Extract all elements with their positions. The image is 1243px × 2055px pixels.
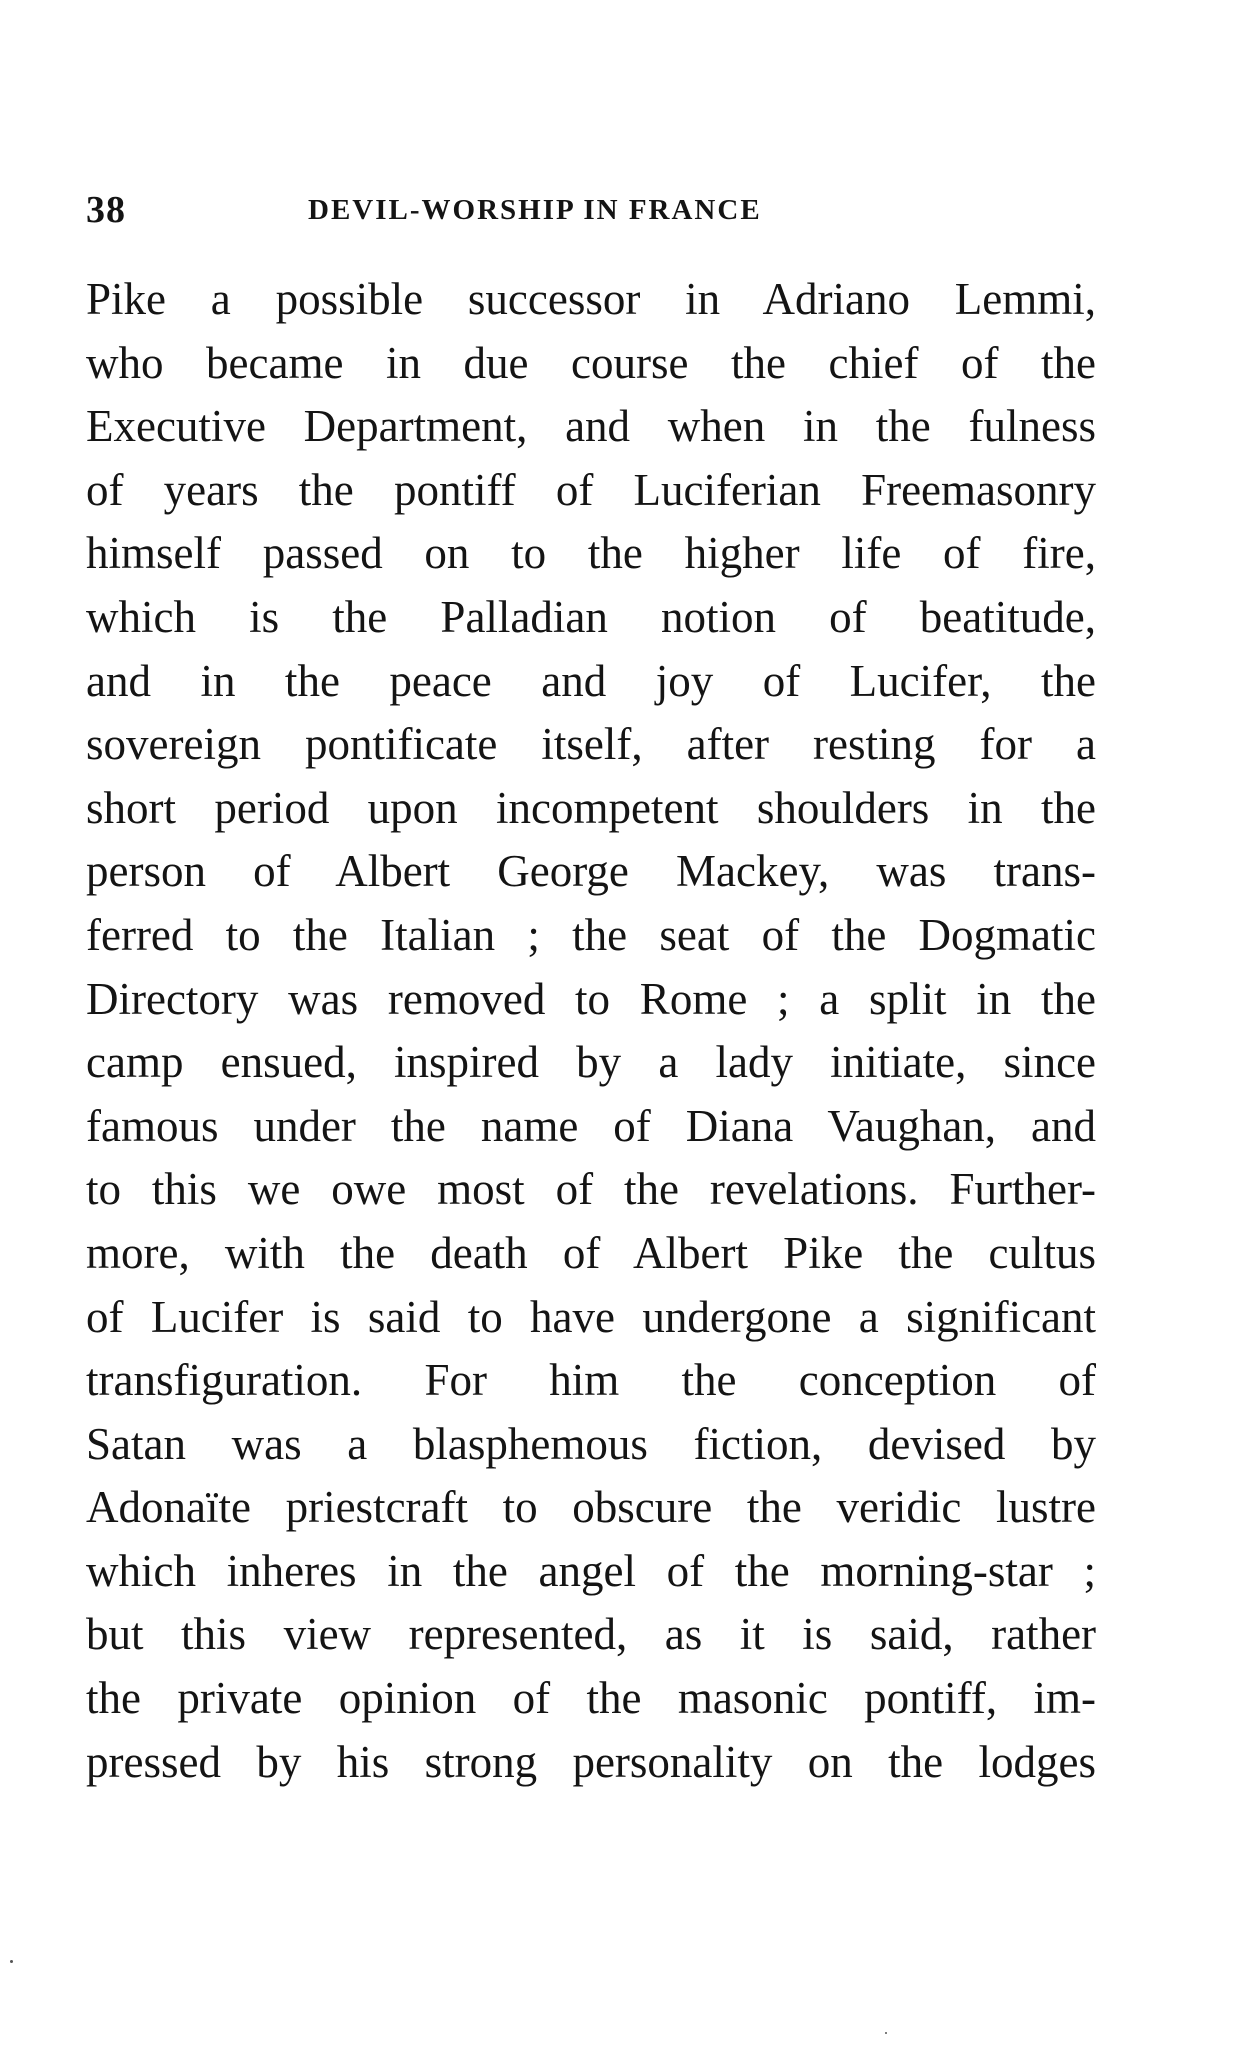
- paper-speck: [10, 1960, 13, 1963]
- text-line: Pike a possible successor in Adriano Lemmi,: [86, 274, 1096, 324]
- paper-speck: [885, 2032, 887, 2034]
- text-line: ferred to the Italian ; the seat of the Dogmatic: [86, 909, 1097, 960]
- text-line: pressed by his strong personality on the lodges: [86, 1736, 1096, 1787]
- running-head: [86, 180, 1086, 240]
- text-line: Executive Department, and when in the fulness: [86, 401, 1096, 452]
- text-line: but this view represented, as it is said, rather: [86, 1609, 1097, 1660]
- running-title: DEVIL-WORSHIP IN FRANCE: [308, 194, 762, 226]
- text-line: who became in due course the chief of the: [86, 337, 1097, 388]
- text-line: Directory was removed to Rome ; a split in the: [86, 973, 1096, 1024]
- text-line: himself passed on to the higher life of fire,: [86, 528, 1096, 579]
- text-line: which is the Palladian notion of beatitude,: [86, 591, 1096, 642]
- body-text: [86, 268, 1096, 1794]
- text-line: of years the pontiff of Luciferian Freemasonry: [86, 464, 1097, 515]
- text-line: more, with the death of Albert Pike the cultus: [86, 1227, 1097, 1278]
- text-line: transfiguration. For him the conception of: [86, 1355, 1096, 1406]
- text-line: Adonaïte priestcraft to obscure the veridic lustre: [86, 1482, 1097, 1533]
- text-line: the private opinion of the masonic pontiff, im-: [86, 1673, 1096, 1724]
- text-line: short period upon incompetent shoulders in the: [86, 782, 1097, 833]
- text-line: camp ensued, inspired by a lady initiate, since: [86, 1037, 1097, 1088]
- text-line: person of Albert George Mackey, was trans-: [86, 846, 1096, 897]
- text-line: of Lucifer is said to have undergone a significant: [86, 1291, 1097, 1342]
- text-line: which inheres in the angel of the morning-star ;: [86, 1545, 1096, 1596]
- text-line: famous under the name of Diana Vaughan, and: [86, 1100, 1097, 1151]
- page-number: 38: [86, 189, 126, 231]
- text-line: to this we owe most of the revelations. Further-: [86, 1164, 1097, 1215]
- text-line: sovereign pontificate itself, after resting for a: [86, 719, 1096, 770]
- text-line: and in the peace and joy of Lucifer, the: [86, 655, 1096, 706]
- text-line: Satan was a blasphemous fiction, devised by: [86, 1418, 1096, 1469]
